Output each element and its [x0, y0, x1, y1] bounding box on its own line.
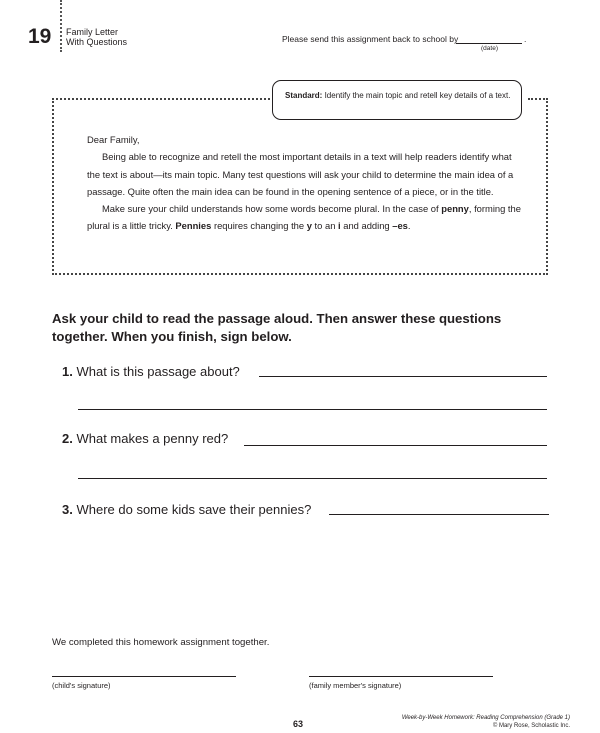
answer-line-2a[interactable] [244, 445, 547, 446]
instructions: Ask your child to read the passage aloud. Then answer these questions together. When you finish, sign below. [52, 311, 502, 344]
letter-paragraph-2 [87, 200, 527, 235]
letter-bold-word: y [306, 220, 312, 232]
send-back-period: . [524, 34, 527, 44]
question-2 [62, 431, 228, 446]
letter-border-top-left [52, 98, 270, 100]
letter-bold-word: Pennies [175, 220, 212, 232]
send-back-text: Please send this assignment back to school by [282, 34, 459, 44]
question-number: 3. [62, 502, 73, 517]
date-caption: (date) [481, 45, 498, 52]
standard-label: Standard: [285, 91, 323, 100]
child-signature-caption: (child's signature) [52, 681, 111, 690]
child-signature-line[interactable] [52, 676, 236, 677]
lesson-title-line2: With Questions [66, 37, 128, 47]
completion-statement: We completed this homework assignment together. [52, 637, 270, 648]
letter-border-right [546, 98, 548, 275]
family-signature-caption: (family member's signature) [309, 681, 402, 690]
lesson-title [66, 27, 127, 47]
letter-bold-word: penny [441, 203, 469, 215]
question-number: 2. [62, 431, 73, 446]
book-title: Week-by-Week Homework: Reading Comprehension (Grade 1) [401, 715, 570, 721]
question-3 [62, 502, 311, 517]
question-1 [62, 364, 240, 379]
letter-bold-word: i [338, 220, 341, 232]
letter-border-top-right [528, 98, 548, 100]
family-signature-line[interactable] [309, 676, 493, 677]
copyright: © Mary Rose, Scholastic Inc. [492, 723, 570, 729]
due-date-field[interactable] [456, 43, 522, 44]
answer-line-2b[interactable] [78, 478, 547, 479]
header-dotted-divider [60, 0, 62, 52]
question-text: What is this passage about? [76, 364, 240, 379]
question-number: 1. [62, 364, 73, 379]
family-letter [87, 131, 527, 235]
letter-text: . [407, 220, 411, 232]
letter-text: to an [311, 220, 339, 232]
standard-text: Identify the main topic and retell key details of a text. [322, 91, 511, 100]
letter-greeting: Dear Family, [87, 134, 140, 145]
page-number: 63 [293, 719, 304, 729]
letter-text: and adding [340, 220, 393, 232]
lesson-number: 19 [28, 25, 52, 48]
question-text: Where do some kids save their pennies? [76, 502, 312, 517]
question-text: What makes a penny red? [76, 431, 229, 446]
letter-border-bottom [52, 273, 548, 275]
lesson-title-line1: Family Letter [66, 27, 119, 37]
letter-text: requires changing the [211, 220, 307, 232]
answer-line-3a[interactable] [329, 514, 549, 515]
footer-credits [320, 714, 570, 730]
letter-border-left [52, 98, 54, 275]
letter-text: Make sure your child understands how some words become plural. In the case of [102, 203, 442, 215]
letter-paragraph-1: Being able to recognize and retell the most important details in a text will help readers identify what the text is about—its main topic. Many test questions will ask your child to determine the main idea of a passage. Quite often the main idea can be found in the opening sentence of a piece, or in the title. [87, 151, 514, 197]
letter-bold-word: –es [392, 220, 408, 232]
standard-box [272, 80, 522, 120]
answer-line-1b[interactable] [78, 409, 547, 410]
letter-text: , forming the plural is a little tricky. [87, 203, 521, 232]
answer-line-1a[interactable] [259, 376, 547, 377]
